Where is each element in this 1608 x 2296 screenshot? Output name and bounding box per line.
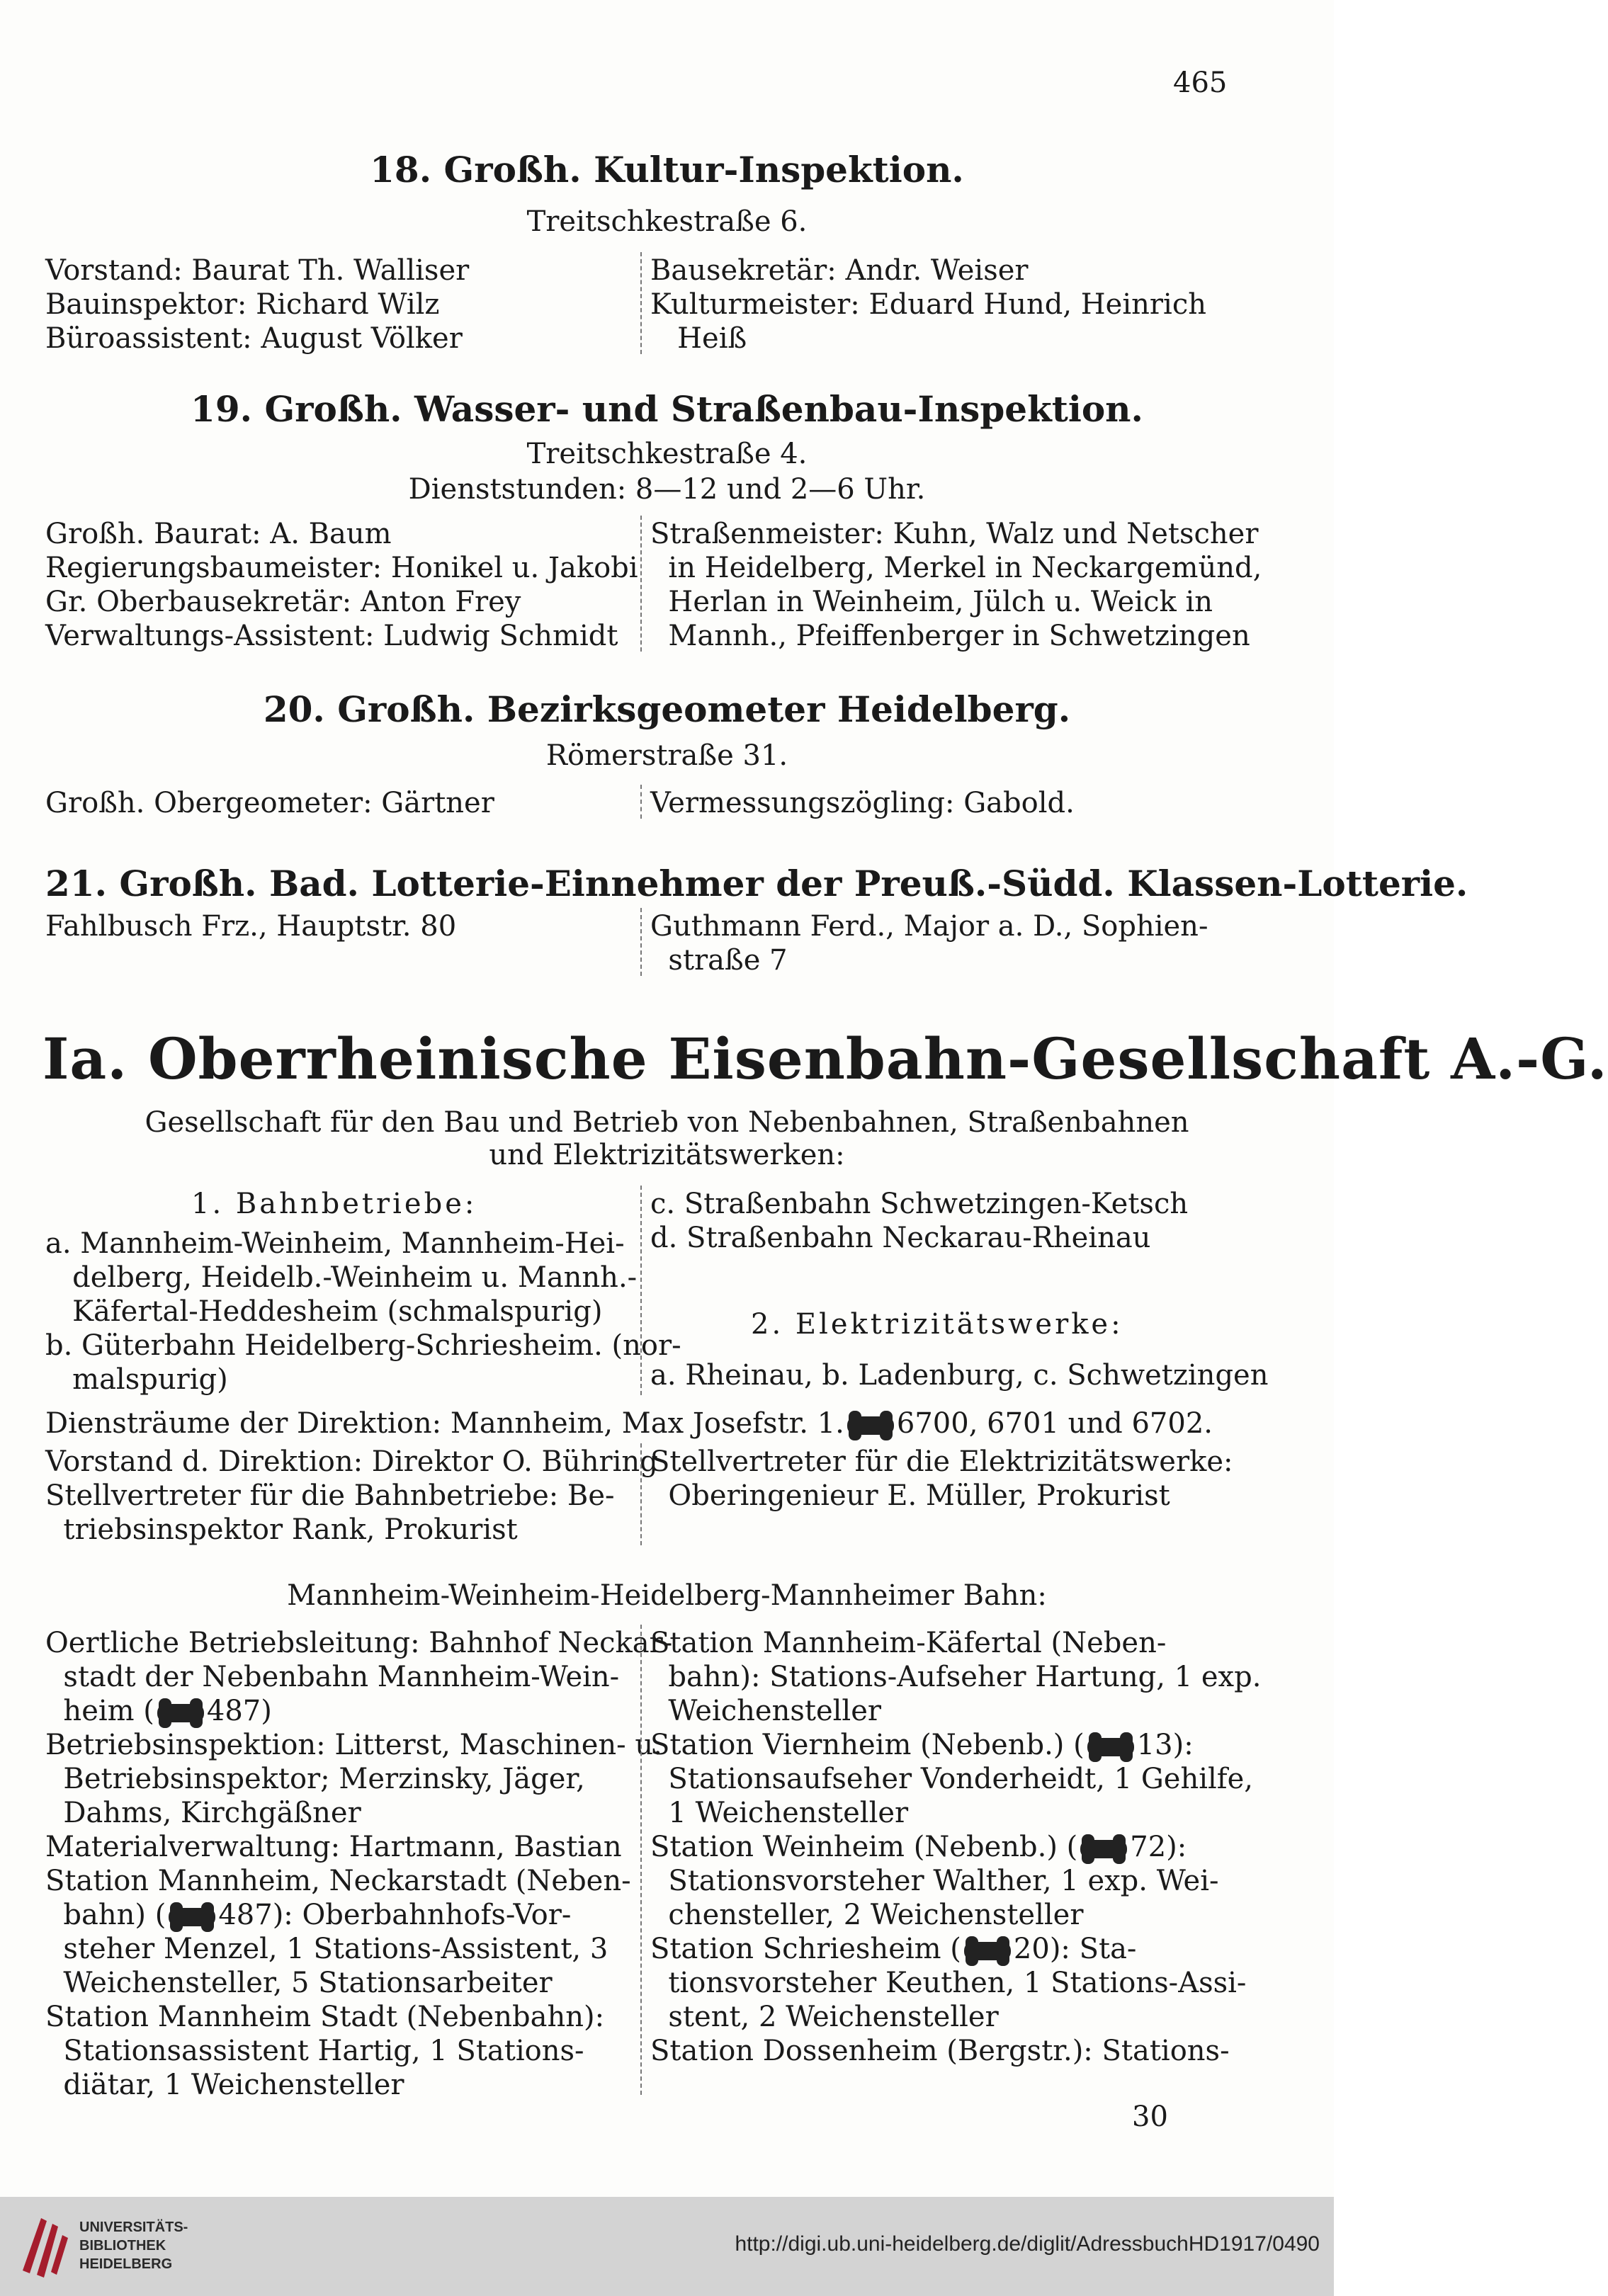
bahnbetriebe-list <box>45 1227 681 1397</box>
telephone-icon <box>1080 1840 1127 1858</box>
text-line <box>650 1728 1288 1762</box>
text-line: Kulturmeister: Eduard Hund, Heinrich <box>650 288 1206 321</box>
column-divider <box>640 516 642 652</box>
line-text: Station Mannheim, Neckarstadt (Neben- <box>45 1865 631 1897</box>
oeg-subtitle-2: und Elektrizitätswerken: <box>489 1139 845 1171</box>
direktion-staff-left <box>45 1445 658 1547</box>
text-line: Straßenmeister: Kuhn, Walz und Netscher <box>650 518 1259 550</box>
line-text: Stationsassistent Hartig, 1 Stations- <box>45 2035 584 2067</box>
text-line: Guthmann Ferd., Major a. D., Sophien- <box>650 910 1208 943</box>
text-line: Fahlbusch Frz., Hauptstr. 80 <box>45 910 457 943</box>
line-text: diätar, 1 Weichensteller <box>45 2069 404 2101</box>
line-text: bahn): Stations-Aufseher Hartung, 1 exp. <box>650 1661 1262 1693</box>
line-text: Station Mannheim Stadt (Nebenbahn): <box>45 2001 605 2033</box>
text-line: delberg, Heidelb.-Weinheim u. Mannh.- <box>45 1261 638 1294</box>
logo-line-1: UNIVERSITÄTS- <box>79 2220 188 2235</box>
phone-number: 20 <box>1013 1933 1050 1965</box>
text-line <box>650 1932 1288 1966</box>
bahnbetriebe-list-continued <box>650 1187 1288 1255</box>
telephone-icon <box>847 1416 894 1435</box>
text-line: Mannh., Pfeiffenberger in Schwetzingen <box>650 620 1250 652</box>
section-19-title: 19. Großh. Wasser- und Straßenbau-Inspektion. <box>191 388 1143 430</box>
text-line <box>45 1626 673 1660</box>
line-text: steher Menzel, 1 Stations-Assistent, 3 <box>45 1933 608 1965</box>
section-21-right-column <box>650 909 1288 977</box>
text-line: a. Rheinau, b. Ladenburg, c. Schwetzingen <box>650 1359 1269 1392</box>
phone-number: 487 <box>206 1695 261 1727</box>
text-line: Vermessungszögling: Gabold. <box>650 787 1075 819</box>
line-text: Betriebsinspektion: Litterst, Maschinen- u. <box>45 1729 662 1761</box>
text-line <box>650 1762 1288 1796</box>
section-18-address: Treitschkestraße 6. <box>526 205 808 238</box>
text-line: Vorstand: Baurat Th. Walliser <box>45 254 470 287</box>
line-text: chensteller, 2 Weichensteller <box>650 1899 1084 1931</box>
text-line: Bausekretär: Andr. Weiser <box>650 254 1029 287</box>
line-text: Dahms, Kirchgäßner <box>45 1797 361 1829</box>
phone-number: 72 <box>1130 1831 1167 1863</box>
line-text: stadt der Nebenbahn Mannheim-Wein- <box>45 1661 620 1693</box>
column-divider <box>640 252 642 354</box>
column-divider <box>640 1625 642 2095</box>
university-seal-icon <box>16 2214 71 2279</box>
text-line <box>45 2000 633 2034</box>
direktion-office-text: Diensträume der Direktion: Mannheim, Max Josefstr. 1. <box>45 1407 844 1440</box>
phone-number: 487 <box>218 1899 273 1931</box>
telephone-icon <box>964 1942 1011 1960</box>
line-text: ): Oberbahnhofs-Vor- <box>272 1899 572 1931</box>
text-line: Heiß <box>650 322 747 355</box>
telephone-icon <box>169 1908 215 1926</box>
text-line: Verwaltungs-Assistent: Ludwig Schmidt <box>45 620 618 652</box>
oeg-subtitle-1: Gesellschaft für den Bau und Betrieb von Nebenbahnen, Straßenbahnen <box>145 1106 1189 1139</box>
column-divider <box>640 1443 642 1545</box>
section-19-left-column <box>45 517 638 653</box>
section-19-hours: Dienststunden: 8—12 und 2—6 Uhr. <box>408 473 926 506</box>
line-text: Station Viernheim (Nebenb.) ( <box>650 1729 1085 1761</box>
column-divider <box>640 1186 642 1395</box>
bahnbetriebe-header: 1. Bahnbetriebe: <box>191 1188 477 1220</box>
text-line <box>45 1830 633 1864</box>
column-divider <box>640 908 642 976</box>
text-line: Bauinspektor: Richard Wilz <box>45 288 440 321</box>
logo-line-3: HEIDELBERG <box>79 2256 173 2272</box>
bahn-right-column <box>650 1626 1288 2068</box>
line-text: Station Weinheim (Nebenb.) ( <box>650 1831 1078 1863</box>
text-line <box>650 1830 1288 1864</box>
elektrizitaetswerke-header: 2. Elektrizitätswerke: <box>751 1308 1123 1341</box>
text-line <box>45 1762 633 1796</box>
page-number: 465 <box>1173 67 1228 99</box>
text-line <box>45 1864 633 1898</box>
text-line: Büroassistent: August Völker <box>45 322 463 355</box>
text-line: straße 7 <box>650 944 788 977</box>
text-line: Stellvertreter für die Bahnbetriebe: Be- <box>45 1479 615 1512</box>
logo-line-2: BIBLIOTHEK <box>79 2238 166 2254</box>
line-text: Station Schriesheim ( <box>650 1933 961 1965</box>
phone-number: 13 <box>1136 1729 1173 1761</box>
text-line <box>45 1932 633 1966</box>
line-text: ): <box>1166 1831 1187 1863</box>
text-line <box>45 1898 633 1932</box>
section-21-title: 21. Großh. Bad. Lotterie-Einnehmer der Preuß.-Südd. Klassen-Lotterie. <box>45 863 1468 904</box>
line-text: ): Sta- <box>1049 1933 1137 1965</box>
library-logo-text <box>79 2218 188 2273</box>
line-text: ): <box>1172 1729 1194 1761</box>
text-line: Käfertal-Heddesheim (schmalspurig) <box>45 1295 603 1328</box>
text-line <box>45 1796 633 1830</box>
text-line: Stellvertreter für die Elektrizitätswerke: <box>650 1445 1233 1478</box>
direktion-office <box>45 1406 1213 1440</box>
text-line <box>45 2068 633 2102</box>
text-line: triebsinspektor Rank, Prokurist <box>45 1513 518 1546</box>
text-line: Vorstand d. Direktion: Direktor O. Bühring <box>45 1445 658 1478</box>
text-line: Großh. Obergeometer: Gärtner <box>45 787 494 819</box>
footer-bar <box>0 2197 1334 2296</box>
section-19-right-column <box>650 517 1288 653</box>
section-20-right-column <box>650 786 1288 820</box>
section-20-left-column <box>45 786 626 820</box>
text-line: Oberingenieur E. Müller, Prokurist <box>650 1479 1170 1512</box>
text-line: malspurig) <box>45 1363 228 1396</box>
line-text: tionsvorsteher Keuthen, 1 Stations-Assi- <box>650 1967 1247 1999</box>
text-line: Regierungsbaumeister: Honikel u. Jakobi <box>45 552 638 584</box>
line-text: Station Dossenheim (Bergstr.): Stations- <box>650 2035 1230 2067</box>
telephone-icon <box>1087 1738 1134 1756</box>
text-line <box>650 1796 1288 1830</box>
elektrizitaetswerke-list <box>650 1358 1288 1392</box>
text-line: Großh. Baurat: A. Baum <box>45 518 392 550</box>
line-text: Betriebsinspektor; Merzinsky, Jäger, <box>45 1763 585 1795</box>
text-line <box>650 1626 1288 1660</box>
text-line: a. Mannheim-Weinheim, Mannheim-Hei- <box>45 1227 625 1260</box>
bahn-line-title: Mannheim-Weinheim-Heidelberg-Mannheimer Bahn: <box>287 1579 1047 1612</box>
line-text: heim ( <box>45 1695 154 1727</box>
text-line <box>45 1660 633 1694</box>
text-line <box>45 2034 633 2068</box>
section-18-right-column <box>650 254 1288 356</box>
text-line: Herlan in Weinheim, Jülch u. Weick in <box>650 586 1213 618</box>
signature-number: 30 <box>1132 2101 1168 2133</box>
line-text: ) <box>261 1695 272 1727</box>
line-text: Weichensteller <box>650 1695 881 1727</box>
text-line <box>650 1864 1288 1898</box>
text-line <box>45 1694 633 1728</box>
permalink-url[interactable]: http://digi.ub.uni-heidelberg.de/diglit/AdressbuchHD1917/0490 <box>735 2232 1320 2256</box>
line-text: stent, 2 Weichensteller <box>650 2001 999 2033</box>
text-line <box>45 1966 633 2000</box>
bahn-left-column <box>45 1626 673 2102</box>
section-20-address: Römerstraße 31. <box>545 739 788 772</box>
column-divider <box>640 785 642 819</box>
line-text: Materialverwaltung: Hartmann, Bastian <box>45 1831 622 1863</box>
section-21-left-column <box>45 909 626 943</box>
text-line <box>650 2000 1288 2034</box>
text-line <box>650 1898 1288 1932</box>
line-text: Stationsaufseher Vonderheidt, 1 Gehilfe, <box>650 1763 1253 1795</box>
section-18-left-column <box>45 254 626 356</box>
section-19-address: Treitschkestraße 4. <box>526 438 808 470</box>
oeg-title: Ia. Oberrheinische Eisenbahn-Gesellschaft A.-G. <box>43 1025 1608 1092</box>
text-line: Gr. Oberbausekretär: Anton Frey <box>45 586 521 618</box>
text-line <box>650 1694 1288 1728</box>
line-text: Station Mannheim-Käfertal (Neben- <box>650 1627 1167 1659</box>
line-text: bahn) ( <box>45 1899 166 1931</box>
direktion-phone-numbers: 6700, 6701 und 6702. <box>896 1407 1213 1440</box>
text-line <box>650 1966 1288 2000</box>
line-text: Oertliche Betriebsleitung: Bahnhof Neckar- <box>45 1627 673 1659</box>
text-line: d. Straßenbahn Neckarau-Rheinau <box>650 1222 1151 1254</box>
text-line: b. Güterbahn Heidelberg-Schriesheim. (nor- <box>45 1329 681 1362</box>
section-20-title: 20. Großh. Bezirksgeometer Heidelberg. <box>263 688 1071 730</box>
line-text: Stationsvorsteher Walther, 1 exp. Wei- <box>650 1865 1219 1897</box>
line-text: 1 Weichensteller <box>650 1797 909 1829</box>
text-line <box>650 1660 1288 1694</box>
telephone-icon <box>157 1704 204 1722</box>
section-18-title: 18. Großh. Kultur-Inspektion. <box>370 149 964 191</box>
text-line: c. Straßenbahn Schwetzingen-Ketsch <box>650 1188 1189 1220</box>
text-line <box>650 2034 1288 2068</box>
direktion-staff-right <box>650 1445 1288 1513</box>
text-line: in Heidelberg, Merkel in Neckargemünd, <box>650 552 1262 584</box>
text-line <box>45 1728 662 1762</box>
line-text: Weichensteller, 5 Stationsarbeiter <box>45 1967 553 1999</box>
